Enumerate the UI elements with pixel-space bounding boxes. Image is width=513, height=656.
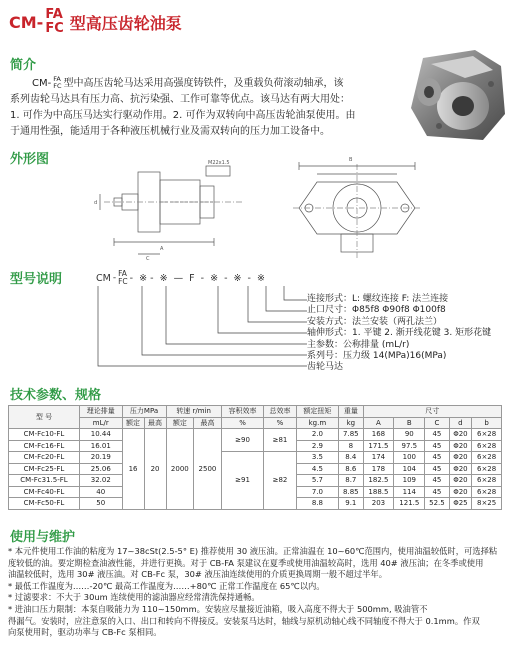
legend-item: 系列号：压力级 14(MPa)16(MPa) (307, 351, 447, 362)
intro-heading: 简介 (10, 58, 37, 73)
svg-text:C: C (146, 256, 150, 262)
cell-weight: 8.85 (339, 486, 363, 498)
cell-speed-rated: 2000 (166, 429, 194, 510)
cell-b: 97.5 (394, 440, 425, 452)
cell-spline: 6×28 (472, 463, 502, 475)
title-prefix: CM- (9, 12, 44, 32)
svg-text:A: A (160, 246, 164, 252)
pump-photo (405, 44, 510, 144)
cell-weight: 8.7 (339, 475, 363, 487)
cell-pressure-rated: 16 (122, 429, 144, 510)
col-speed-max: 最高 (194, 417, 222, 429)
spec-table (8, 405, 502, 510)
page-title: 型高压齿轮油泵 (69, 13, 182, 33)
cell-c: 45 (425, 463, 449, 475)
cell-spline: 6×28 (472, 440, 502, 452)
legend-item: 齿轮马达 (307, 362, 344, 373)
cell-spline: 6×28 (472, 429, 502, 441)
spec-heading: 技术参数、规格 (10, 388, 102, 403)
cell-c: 45 (425, 429, 449, 441)
usage-notes (8, 546, 506, 639)
intro-text-1: 型中高压齿轮马达采用高强度铸铁件，及重载负荷滚动轴承，该 (63, 78, 344, 89)
cell-d: Φ20 (449, 486, 472, 498)
usage-line: * 最低工作温度为……-20℃ 最高工作温度为……+80℃ 正常工作温度在 65℃以内。 (8, 580, 325, 591)
table-row (9, 452, 502, 464)
col-pressure-max: 最高 (144, 417, 166, 429)
intro-line-4: 于通用性强，能适用于各种液压机械行业及需双转向的压力加工设备中。 (10, 126, 330, 137)
cell-c: 52.5 (425, 498, 449, 510)
usage-line: 油温较低时，选用 30# 液压油。对 CB-Fc 泵，30# 液压油连续使用的介质更换周期一般不超过半年。 (8, 569, 388, 580)
cell-model: CM-Fc10-FL (9, 429, 80, 441)
cell-weight: 8.4 (339, 452, 363, 464)
cell-b: 104 (394, 463, 425, 475)
cell-weight: 8 (339, 440, 363, 452)
cell-model: CM-Fc20-FL (9, 452, 80, 464)
title-series-stack (45, 8, 63, 36)
cell-torque: 8.8 (296, 498, 339, 510)
col-dim-d: d (449, 417, 472, 429)
usage-line: * 进油口压力限制：本泵自吸能力为 110~150mm。安装应尽量接近油箱，吸入高度不得大于 500mm, 吸油管不 (8, 603, 428, 614)
intro-prefix: CM- (32, 78, 52, 89)
cell-vol-eff: ≥90 (221, 429, 264, 452)
model-connector-lines (94, 282, 314, 374)
cell-disp: 40 (79, 486, 122, 498)
legend-item: 安装方式：法兰安装（两孔法兰） (307, 316, 443, 327)
cell-weight: 7.85 (339, 429, 363, 441)
cell-torque: 2.9 (296, 440, 339, 452)
cell-spline: 6×28 (472, 486, 502, 498)
col-weight: 重量 (339, 406, 363, 418)
model-code: CM - FA FC - ※ - ※ — F - ※ - ※ - ※ (96, 269, 265, 286)
cell-c: 45 (425, 475, 449, 487)
svg-text:d: d (94, 200, 98, 206)
col-speed: 转速 r/min (166, 406, 221, 418)
cell-a: 188.5 (363, 486, 394, 498)
col-torque-unit: kg.m (296, 417, 339, 429)
cell-speed-max: 2500 (194, 429, 222, 510)
svg-text:B: B (349, 157, 353, 163)
intro-line-1 (10, 76, 408, 92)
cell-pressure-max: 20 (144, 429, 166, 510)
col-speed-rated: 额定 (166, 417, 194, 429)
col-disp-unit: mL/r (79, 417, 122, 429)
usage-line: * 本元件使用工作油的粘度为 17~38cSt(2.5-5° E) 推荐使用 30 液压油。正常油温在 10~60℃范围内，使用油温较低时，可选择粘 (8, 546, 498, 556)
col-torque: 额定扭矩 (296, 406, 339, 418)
col-vol-eff-unit: % (221, 417, 264, 429)
model-heading: 型号说明 (10, 272, 63, 287)
col-model: 型 号 (9, 406, 80, 429)
usage-line: 向泵使用时，驱动功率与 CB-Fc 泵相同。 (8, 627, 162, 638)
cell-d: Φ20 (449, 440, 472, 452)
cell-disp: 32.02 (79, 475, 122, 487)
cell-model: CM-Fc31.5-FL (9, 475, 80, 487)
col-dim-b: B (394, 417, 425, 429)
intro-line-3: 1. 可作为中高压马达实行驱动作用。2. 可作为双转向中高压齿轮油泵使用。由 (10, 110, 356, 121)
cell-disp: 20.19 (79, 452, 122, 464)
table-row (9, 429, 502, 441)
page-header (9, 2, 182, 42)
col-pressure: 压力MPa (122, 406, 166, 418)
model-code-fa: FA (118, 269, 127, 278)
cell-model: CM-Fc40-FL (9, 486, 80, 498)
title-series-fa: FA (45, 7, 63, 22)
cell-b: 121.5 (394, 498, 425, 510)
col-vol-eff: 容积效率 (221, 406, 264, 418)
cell-model: CM-Fc50-FL (9, 498, 80, 510)
col-total-eff-unit: % (264, 417, 296, 429)
cell-total-eff: ≥81 (264, 429, 296, 452)
cell-a: 174 (363, 452, 394, 464)
col-dim-c: C (425, 417, 449, 429)
cell-b: 114 (394, 486, 425, 498)
intro-series-stack (53, 76, 61, 90)
cell-d: Φ25 (449, 498, 472, 510)
cell-a: 178 (363, 463, 394, 475)
cell-weight: 9.1 (339, 498, 363, 510)
cell-model: CM-Fc25-FL (9, 463, 80, 475)
col-weight-unit: kg (339, 417, 363, 429)
usage-line: * 过滤要求：不大于 30um 连续使用的滤油器应经常清洗保持通畅。 (8, 592, 260, 603)
cell-b: 100 (394, 452, 425, 464)
col-pressure-rated: 额定 (122, 417, 144, 429)
cell-disp: 10.44 (79, 429, 122, 441)
intro-paragraph (10, 76, 408, 140)
col-dim-a: A (363, 417, 394, 429)
cell-c: 45 (425, 486, 449, 498)
cell-total-eff: ≥82 (264, 452, 296, 510)
intro-series-fa: FA (53, 75, 61, 83)
model-code-rest: - ※ - ※ — F - ※ - ※ - ※ (129, 272, 265, 284)
cell-c: 45 (425, 452, 449, 464)
col-total-eff: 总效率 (264, 406, 296, 418)
legend-item: 轴伸形式：1. 平键 2. 渐开线花键 3. 矩形花键 (307, 328, 492, 339)
svg-text:M22x1.5: M22x1.5 (208, 160, 230, 166)
cell-torque: 7.0 (296, 486, 339, 498)
cell-torque: 2.0 (296, 429, 339, 441)
cell-disp: 25.06 (79, 463, 122, 475)
model-code-fc: FC (118, 277, 128, 286)
model-code-cm: CM (96, 272, 111, 284)
col-disp: 理论排量 (79, 406, 122, 418)
cell-c: 45 (425, 440, 449, 452)
cell-torque: 4.5 (296, 463, 339, 475)
cell-torque: 5.7 (296, 475, 339, 487)
model-legend (307, 294, 491, 374)
cell-a: 168 (363, 429, 394, 441)
intro-series-fc: FC (53, 82, 62, 90)
col-dim-b-small: b (472, 417, 502, 429)
usage-heading: 使用与维护 (10, 530, 76, 545)
drawing-heading: 外形图 (10, 152, 50, 167)
cell-d: Φ20 (449, 452, 472, 464)
cell-vol-eff: ≥91 (221, 452, 264, 510)
cell-torque: 3.5 (296, 452, 339, 464)
front-view-drawing (287, 152, 427, 264)
cell-disp: 16.01 (79, 440, 122, 452)
cell-d: Φ20 (449, 463, 472, 475)
cell-model: CM-Fc16-FL (9, 440, 80, 452)
legend-item: 连接形式：L: 螺纹连接 F: 法兰连接 (307, 294, 449, 304)
usage-line: 得漏气。安装时，应注意泵的入口、出口和转向不得接反。安装泵马达时，轴线与原机动轴心线不同轴度不得大于 0.1mm。作双 (8, 615, 480, 626)
side-view-drawing (94, 158, 254, 262)
cell-a: 203 (363, 498, 394, 510)
cell-disp: 50 (79, 498, 122, 510)
cell-b: 109 (394, 475, 425, 487)
cell-weight: 8.6 (339, 463, 363, 475)
cell-d: Φ20 (449, 475, 472, 487)
cell-d: Φ20 (449, 429, 472, 441)
cell-a: 182.5 (363, 475, 394, 487)
cell-a: 171.5 (363, 440, 394, 452)
legend-item: 止口尺寸：Φ85f8 Φ90f8 Φ100f8 (307, 305, 446, 316)
cell-spline: 6×28 (472, 452, 502, 464)
legend-item: 主参数：公称排量 (mL/r) (307, 339, 410, 350)
intro-line-2: 系列齿轮马达具有压力高、抗污染强、工作可靠等优点。该马达有两大用处： (10, 94, 350, 105)
col-dims: 尺寸 (363, 406, 502, 418)
cell-b: 90 (394, 429, 425, 441)
cell-spline: 8×25 (472, 498, 502, 510)
cell-spline: 6×28 (472, 475, 502, 487)
title-series-fc: FC (45, 21, 64, 36)
usage-line: 度较低的油。要定期检查油液性能，并进行更换。对于 CB-FA 泵建议在夏季或使用油温较高时，选用 40# 液压油；在冬季或使用 (8, 557, 484, 568)
